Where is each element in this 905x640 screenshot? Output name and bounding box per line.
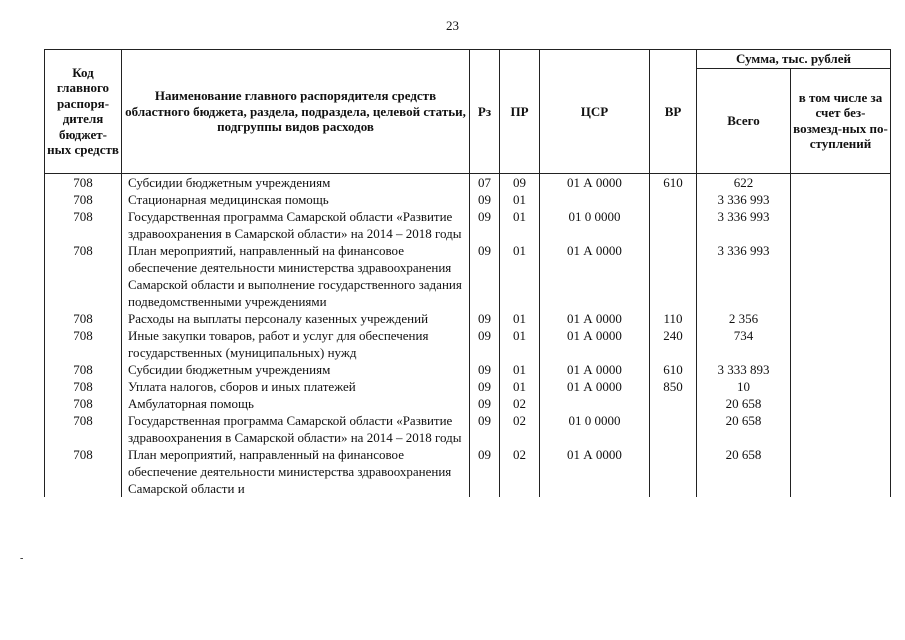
header-vr: ВР: [650, 50, 697, 174]
cell-total: 3 336 993: [697, 208, 791, 242]
cell-code: 708: [45, 173, 122, 191]
cell-rz: 09: [470, 412, 500, 446]
cell-total: 20 658: [697, 412, 791, 446]
cell-total: 20 658: [697, 446, 791, 497]
cell-vr: 850: [650, 378, 697, 395]
cell-rz: 09: [470, 378, 500, 395]
cell-name: Амбулаторная помощь: [122, 395, 470, 412]
table-row: [45, 412, 891, 446]
header-pr: ПР: [500, 50, 540, 174]
cell-csr: 01 А 0000: [540, 242, 650, 310]
cell-csr: 01 А 0000: [540, 310, 650, 327]
cell-rz: 09: [470, 327, 500, 361]
cell-csr: 01 А 0000: [540, 327, 650, 361]
cell-free: [791, 412, 891, 446]
cell-csr: 01 0 0000: [540, 208, 650, 242]
cell-free: [791, 191, 891, 208]
cell-rz: 07: [470, 173, 500, 191]
cell-name: Стационарная медицинская помощь: [122, 191, 470, 208]
table-row: [45, 446, 891, 497]
cell-free: [791, 378, 891, 395]
cell-pr: 02: [500, 446, 540, 497]
cell-vr: 610: [650, 173, 697, 191]
cell-csr: [540, 191, 650, 208]
header-code: Код главного распоря-дителя бюджет-ных средств: [45, 50, 122, 174]
cell-code: 708: [45, 208, 122, 242]
cell-total: 3 336 993: [697, 242, 791, 310]
cell-csr: [540, 395, 650, 412]
cell-code: 708: [45, 412, 122, 446]
cell-vr: [650, 208, 697, 242]
table-row: [45, 327, 891, 361]
cell-vr: [650, 242, 697, 310]
header-rz: Рз: [470, 50, 500, 174]
cell-total: 3 336 993: [697, 191, 791, 208]
cell-name: План мероприятий, направленный на финансовое обеспечение деятельности министерства здравоохранения Самарской области и выполнение государственного задания подведомственными учреждениями: [122, 242, 470, 310]
cell-name: План мероприятий, направленный на финансовое обеспечение деятельности министерства здравоохранения Самарской области и: [122, 446, 470, 497]
table-row: [45, 395, 891, 412]
cell-free: [791, 327, 891, 361]
cell-pr: 01: [500, 378, 540, 395]
cell-vr: [650, 412, 697, 446]
cell-pr: 02: [500, 412, 540, 446]
cell-name: Субсидии бюджетным учреждениям: [122, 361, 470, 378]
cell-total: 10: [697, 378, 791, 395]
cell-code: 708: [45, 310, 122, 327]
cell-csr: 01 А 0000: [540, 446, 650, 497]
header-free: в том числе за счет без-возмезд-ных по-ступлений: [791, 68, 891, 173]
table-row: [45, 191, 891, 208]
cell-total: 3 333 893: [697, 361, 791, 378]
cell-pr: 02: [500, 395, 540, 412]
table-row: [45, 378, 891, 395]
cell-pr: 01: [500, 242, 540, 310]
cell-code: 708: [45, 446, 122, 497]
table-header: [45, 50, 891, 174]
cell-rz: 09: [470, 191, 500, 208]
cell-total: 734: [697, 327, 791, 361]
cell-code: 708: [45, 191, 122, 208]
cell-code: 708: [45, 378, 122, 395]
cell-code: 708: [45, 395, 122, 412]
table-row: [45, 242, 891, 310]
cell-free: [791, 361, 891, 378]
cell-pr: 01: [500, 361, 540, 378]
margin-mark: -: [20, 553, 24, 564]
cell-vr: 240: [650, 327, 697, 361]
cell-total: 2 356: [697, 310, 791, 327]
header-total: Всего: [697, 68, 791, 173]
cell-free: [791, 310, 891, 327]
cell-code: 708: [45, 242, 122, 310]
cell-code: 708: [45, 361, 122, 378]
cell-vr: 110: [650, 310, 697, 327]
cell-free: [791, 242, 891, 310]
cell-name: Иные закупки товаров, работ и услуг для обеспечения государственных (муниципальных) нужд: [122, 327, 470, 361]
table-row: [45, 361, 891, 378]
cell-pr: 01: [500, 191, 540, 208]
page-number: 23: [446, 18, 459, 33]
cell-rz: 09: [470, 242, 500, 310]
cell-name: Государственная программа Самарской области «Развитие здравоохранения в Самарской области» на 2014 – 2018 годы: [122, 208, 470, 242]
table-row: [45, 208, 891, 242]
cell-name: Государственная программа Самарской области «Развитие здравоохранения в Самарской области» на 2014 – 2018 годы: [122, 412, 470, 446]
table-row: [45, 173, 891, 191]
table-row: [45, 310, 891, 327]
cell-free: [791, 173, 891, 191]
cell-free: [791, 395, 891, 412]
cell-pr: 09: [500, 173, 540, 191]
header-sum: Сумма, тыс. рублей: [697, 50, 891, 69]
cell-free: [791, 446, 891, 497]
cell-name: Субсидии бюджетным учреждениям: [122, 173, 470, 191]
table-body: [45, 173, 891, 497]
cell-rz: 09: [470, 208, 500, 242]
cell-rz: 09: [470, 361, 500, 378]
cell-pr: 01: [500, 327, 540, 361]
cell-name: Расходы на выплаты персоналу казенных учреждений: [122, 310, 470, 327]
cell-vr: [650, 191, 697, 208]
cell-total: 20 658: [697, 395, 791, 412]
cell-csr: 01 А 0000: [540, 361, 650, 378]
cell-rz: 09: [470, 446, 500, 497]
header-name: Наименование главного распорядителя средств областного бюджета, раздела, подраздела, целевой статьи, подгруппы видов расходов: [122, 50, 470, 174]
cell-vr: [650, 395, 697, 412]
cell-pr: 01: [500, 208, 540, 242]
header-csr: ЦСР: [540, 50, 650, 174]
cell-free: [791, 208, 891, 242]
cell-rz: 09: [470, 310, 500, 327]
cell-vr: [650, 446, 697, 497]
budget-table: [44, 49, 891, 497]
cell-code: 708: [45, 327, 122, 361]
cell-csr: 01 0 0000: [540, 412, 650, 446]
cell-vr: 610: [650, 361, 697, 378]
cell-csr: 01 А 0000: [540, 173, 650, 191]
cell-pr: 01: [500, 310, 540, 327]
cell-name: Уплата налогов, сборов и иных платежей: [122, 378, 470, 395]
cell-csr: 01 А 0000: [540, 378, 650, 395]
cell-rz: 09: [470, 395, 500, 412]
cell-total: 622: [697, 173, 791, 191]
